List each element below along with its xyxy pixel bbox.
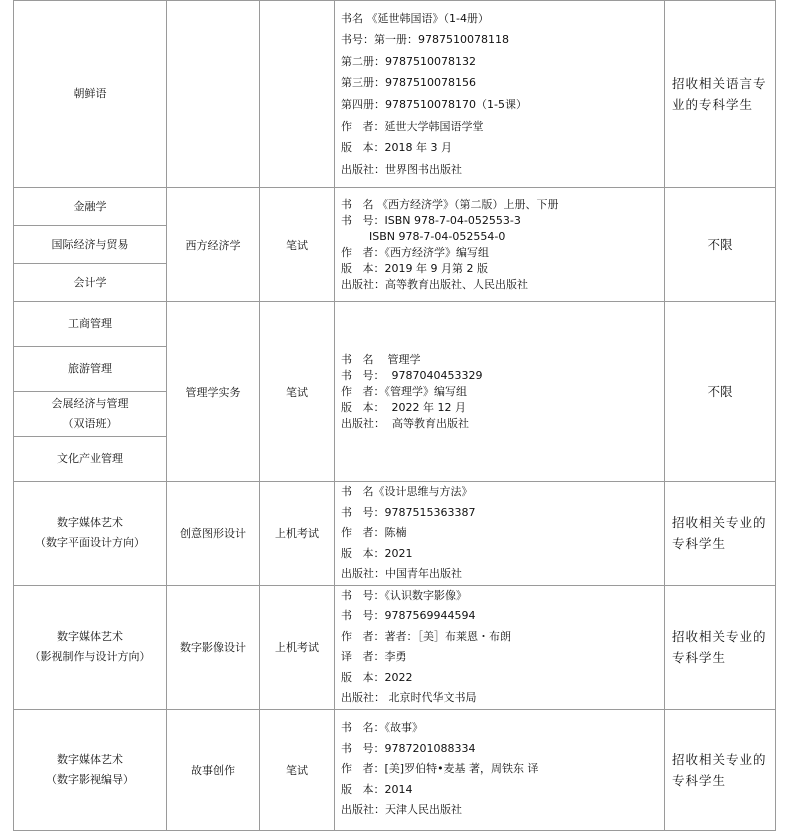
exam-cell <box>260 1 335 188</box>
requirement-text: 不限 <box>707 384 733 399</box>
requirement-text: 招收相关专业的专科学生 <box>672 751 767 788</box>
books-cell <box>335 482 665 586</box>
subject-cell <box>167 188 260 302</box>
major-name: 数字媒体艺术 <box>57 752 123 766</box>
subject-name: 数字影像设计 <box>180 641 246 654</box>
subject-cell <box>167 709 260 830</box>
book-line: 书 名《设计思维与方法》 <box>341 485 473 498</box>
subject-cell <box>167 585 260 709</box>
book-line: 书 号：9787515363387 <box>341 505 476 519</box>
book-line: 出版社： 高等教育出版社 <box>341 416 469 430</box>
book-line: 版 本：2014 <box>341 782 413 796</box>
requirement-cell <box>665 188 776 302</box>
book-line: 作 者：[美]罗伯特•麦基 著，周铁东 译 <box>341 762 539 776</box>
major-cell <box>14 482 167 586</box>
requirement-text: 招收相关语言专业的专科学生 <box>672 76 767 112</box>
table-row <box>14 585 776 709</box>
books-cell <box>335 709 665 830</box>
book-line: ISBN 978-7-04-052554-0 <box>341 229 506 243</box>
book-line: 出版社：天津人民出版社 <box>341 803 462 817</box>
exam-cell <box>260 302 335 482</box>
major-direction: （影视制作与设计方向） <box>29 650 151 663</box>
exam-type: 笔试 <box>286 763 308 777</box>
major-cell <box>14 226 167 264</box>
table-row <box>14 709 776 830</box>
major-cell <box>14 437 167 482</box>
major-cell <box>14 709 167 830</box>
book-line: 出版社：高等教育出版社、人民出版社 <box>341 277 528 291</box>
book-line: 书名 《延世韩国语》（1-4册） <box>341 11 489 25</box>
book-line: 书 名 管理学 <box>341 352 421 366</box>
requirement-cell <box>665 302 776 482</box>
subject-name: 管理学实务 <box>185 385 241 399</box>
requirement-cell <box>665 709 776 830</box>
book-line: 书号：第一册：9787510078118 <box>341 33 509 47</box>
major-cell <box>14 392 167 437</box>
major-name: 国际经济与贸易 <box>51 237 129 251</box>
book-line: 书 号：《认识数字影像》 <box>341 588 467 602</box>
requirement-text: 不限 <box>707 237 733 252</box>
major-name: 数字媒体艺术 <box>57 516 123 530</box>
book-line: 第二册：9787510078132 <box>341 54 476 68</box>
book-line: 版 本：2018 年 3 月 <box>341 141 452 155</box>
book-line: 译 者：李勇 <box>341 650 407 663</box>
requirement-text: 招收相关专业的专科学生 <box>672 629 767 665</box>
book-line: 第四册：9787510078170（1-5课） <box>341 98 527 111</box>
subject-cell <box>167 1 260 188</box>
major-name: 文化产业管理 <box>57 452 123 465</box>
major-cell <box>14 585 167 709</box>
table-row <box>14 482 776 586</box>
book-line: 作 者：陈楠 <box>341 526 407 539</box>
book-line: 作 者：著者：［美］布莱恩・布朗 <box>341 629 511 643</box>
major-cell <box>14 347 167 392</box>
exam-type: 上机考试 <box>275 641 319 654</box>
requirement-cell <box>665 585 776 709</box>
major-name: 金融学 <box>73 199 107 213</box>
book-line: 作 者：《管理学》编写组 <box>341 384 467 398</box>
table-row <box>14 302 776 347</box>
subject-name: 创意图形设计 <box>180 527 246 541</box>
books-cell <box>335 1 665 188</box>
subject-cell <box>167 302 260 482</box>
exam-cell <box>260 709 335 830</box>
book-line: 出版社：中国青年出版社 <box>341 567 462 580</box>
major-name: 朝鲜语 <box>73 87 107 100</box>
books-cell <box>335 188 665 302</box>
exam-type: 笔试 <box>286 385 308 399</box>
requirement-cell <box>665 482 776 586</box>
book-line: 版 本：2019 年 9 月第 2 版 <box>341 261 488 275</box>
book-line: 版 本： 2022 年 12 月 <box>341 400 466 414</box>
exam-type: 上机考试 <box>275 527 319 541</box>
book-line: 第三册：9787510078156 <box>341 76 476 90</box>
table-row <box>14 1 776 188</box>
book-line: 书 号： 9787040453329 <box>341 368 483 382</box>
major-cell <box>14 264 167 302</box>
book-line: 书 名 《西方经济学》（第二版）上册、下册 <box>341 197 559 211</box>
major-cell <box>14 188 167 226</box>
exam-cell <box>260 188 335 302</box>
subject-cell <box>167 482 260 586</box>
major-cell <box>14 302 167 347</box>
subject-name: 西方经济学 <box>185 238 241 252</box>
major-name: 会计学 <box>73 275 107 289</box>
exam-type: 笔试 <box>286 238 308 252</box>
major-name: 工商管理 <box>68 317 112 330</box>
book-line: 版 本：2022 <box>341 670 413 684</box>
requirement-cell <box>665 1 776 188</box>
books-cell <box>335 585 665 709</box>
major-name: 数字媒体艺术 <box>57 630 123 643</box>
major-direction: （数字平面设计方向） <box>35 536 145 550</box>
major-cell <box>14 1 167 188</box>
book-line: 版 本：2021 <box>341 546 413 560</box>
table-row <box>14 188 776 226</box>
book-line: 书 号：9787569944594 <box>341 609 476 622</box>
book-line: 书 名：《故事》 <box>341 721 423 735</box>
book-line: 作 者：《西方经济学》编写组 <box>341 245 489 259</box>
major-name: 会展经济与管理 <box>51 397 129 410</box>
book-line: 出版社：世界图书出版社 <box>341 162 462 176</box>
exam-cell <box>260 482 335 586</box>
major-direction: （数字影视编导） <box>46 772 134 786</box>
admission-table <box>13 0 776 831</box>
book-line: 书 号：9787201088334 <box>341 741 476 755</box>
major-name: 旅游管理 <box>68 362 112 375</box>
major-note: （双语班） <box>62 417 118 430</box>
book-line: 书 号：ISBN 978-7-04-052553-3 <box>341 213 521 227</box>
book-line: 出版社： 北京时代华文书局 <box>341 691 477 704</box>
subject-name: 故事创作 <box>191 763 235 777</box>
requirement-text: 招收相关专业的专科学生 <box>672 515 767 552</box>
exam-cell <box>260 585 335 709</box>
book-line: 作 者：延世大学韩国语学堂 <box>341 119 484 133</box>
books-cell <box>335 302 665 482</box>
